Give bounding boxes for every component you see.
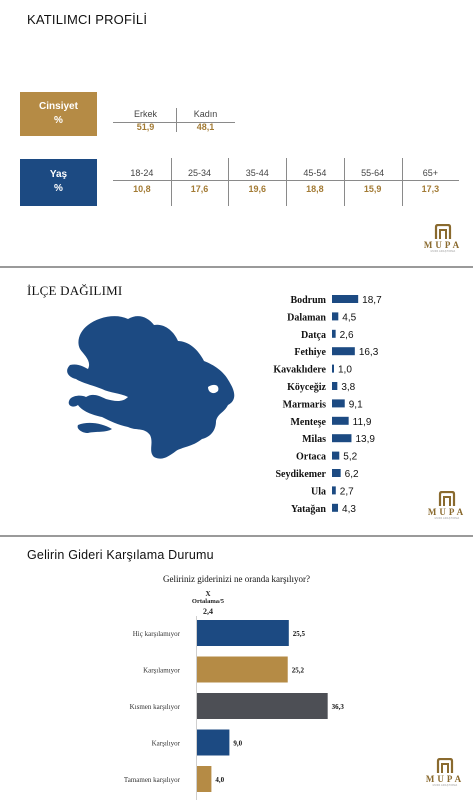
mupa-logo-subtext: MUPA ARAŞTIRMA: [430, 250, 456, 253]
age-separator: [228, 158, 229, 206]
district-value-label: 2,6: [339, 329, 354, 341]
section-title-income: Gelirin Gideri Karşılama Durumu: [27, 548, 214, 562]
mupa-logo-icon: [434, 224, 452, 240]
mupa-logo-icon: [436, 758, 454, 774]
district-label: Bodrum: [290, 295, 326, 306]
income-label: Tamamen karşılıyor: [123, 776, 180, 784]
income-value-label: 25,5: [292, 630, 306, 638]
district-label: Dalaman: [287, 312, 326, 324]
district-value-label: 5,2: [343, 451, 358, 463]
income-bar-chart: [30, 618, 370, 798]
mupa-logo-text: MUPA: [425, 774, 465, 784]
section-title-district: İLÇE DAĞILIMI: [27, 283, 123, 298]
age-value: 17,3: [421, 184, 440, 194]
mupa-logo: [425, 758, 465, 787]
age-cell: [171, 168, 229, 194]
age-separator: [286, 158, 287, 206]
district-label: Milas: [302, 434, 326, 446]
income-bar: [197, 620, 289, 646]
mugla-map: [58, 309, 238, 469]
income-value-label: 9,0: [233, 739, 243, 748]
age-label: 25-34: [188, 168, 212, 178]
participant-profile-panel: [0, 0, 473, 262]
district-bar: [332, 365, 334, 373]
age-label: 45-54: [303, 168, 327, 178]
district-label: Datça: [301, 329, 326, 341]
income-value-label: 4,0: [215, 776, 225, 784]
age-cell: [402, 168, 460, 194]
district-value-label: 13,9: [355, 434, 375, 446]
gender-label: Erkek: [133, 109, 157, 119]
gender-value: 48,1: [196, 122, 215, 132]
district-bar: [332, 330, 336, 338]
chart-question: Geliriniz giderinizi ne oranda karşılıyor?: [163, 574, 310, 584]
income-panel: [0, 538, 473, 800]
district-label: Seydikemer: [275, 469, 326, 480]
income-label: Karşılamıyor: [143, 666, 180, 675]
district-bar: [332, 382, 337, 390]
age-separator: [344, 158, 345, 206]
age-separator: [171, 158, 172, 206]
district-bar: [332, 347, 355, 355]
district-value-label: 1,0: [338, 364, 352, 376]
gender-box: [20, 92, 97, 136]
age-label: 65+: [422, 168, 438, 178]
district-bar: [332, 504, 338, 512]
income-label: Kısmen karşılıyor: [129, 703, 180, 711]
district-value-label: 3,8: [341, 382, 356, 393]
income-value-label: 36,3: [331, 703, 344, 711]
age-label: 35-44: [245, 168, 269, 178]
age-cell: [228, 168, 286, 194]
age-value: 19,6: [248, 184, 266, 194]
district-value-label: 18,7: [362, 295, 382, 306]
district-label: Fethiye: [294, 347, 326, 359]
age-box: [20, 159, 97, 206]
age-cell: [344, 168, 402, 194]
gender-cell-female: [178, 109, 233, 132]
district-bar: [332, 417, 349, 425]
mupa-logo: [423, 224, 463, 253]
age-value: 10,8: [133, 184, 151, 194]
gender-box-label: Cinsiyet: [39, 101, 78, 112]
section-title-profile: KATILIMCI PROFİLİ: [27, 12, 148, 27]
income-label: Hiç karşılamıyor: [132, 630, 180, 638]
district-label: Köyceğiz: [287, 382, 326, 393]
mupa-logo: [427, 491, 467, 520]
mupa-logo-icon: [438, 491, 456, 507]
gender-box-unit: %: [54, 115, 63, 126]
age-box-unit: %: [54, 183, 63, 194]
gender-label: Kadın: [193, 109, 218, 119]
district-bar: [332, 452, 339, 460]
age-box-label: Yaş: [49, 169, 68, 180]
district-label: Marmaris: [282, 399, 326, 411]
age-label: 18-24: [130, 168, 154, 178]
age-label: 55-64: [361, 168, 385, 178]
district-label: Ula: [311, 486, 326, 498]
mupa-logo-subtext: MUPA ARAŞTIRMA: [432, 784, 458, 787]
district-bar: [332, 399, 345, 407]
district-value-label: 9,1: [348, 399, 363, 411]
district-label: Menteşe: [290, 416, 326, 428]
district-bar: [332, 469, 341, 477]
district-value-label: 6,2: [344, 469, 359, 480]
district-bar: [332, 312, 338, 320]
age-separator: [402, 158, 403, 206]
district-value-label: 4,3: [342, 503, 356, 515]
district-bar: [332, 295, 358, 303]
mupa-logo-subtext: MUPA ARAŞTIRMA: [434, 517, 460, 520]
average-value: 2,4: [203, 607, 213, 616]
age-cell: [286, 168, 344, 194]
age-value: 15,9: [363, 184, 382, 194]
average-label: Ortalama/5: [191, 598, 225, 605]
average-marker: X: [205, 590, 211, 598]
district-value-label: 4,5: [342, 312, 357, 324]
mupa-logo-text: MUPA: [427, 507, 467, 517]
panel-divider: [0, 535, 473, 537]
district-value-label: 2,7: [339, 486, 354, 498]
panel-divider: [0, 266, 473, 268]
income-bar: [197, 766, 211, 792]
district-bar: [332, 434, 351, 442]
mupa-logo-text: MUPA: [423, 240, 463, 250]
income-bar: [197, 657, 288, 683]
gender-value: 51,9: [136, 122, 155, 132]
district-bar: [332, 486, 336, 494]
age-value: 17,6: [190, 184, 209, 194]
district-value-label: 11,9: [352, 416, 372, 428]
district-label: Kavaklıdere: [273, 364, 326, 376]
income-bar: [197, 730, 229, 756]
income-label: Karşılıyor: [151, 739, 180, 748]
income-bar: [197, 693, 328, 719]
income-value-label: 25,2: [291, 666, 304, 675]
age-value: 18,8: [306, 184, 324, 194]
district-panel: [0, 269, 473, 533]
gender-separator: [176, 108, 177, 132]
district-label: Yatağan: [290, 503, 326, 515]
district-value-label: 16,3: [358, 347, 379, 359]
gender-cell-male: [118, 109, 173, 132]
age-cell: [113, 168, 171, 194]
district-label: Ortaca: [296, 451, 326, 463]
